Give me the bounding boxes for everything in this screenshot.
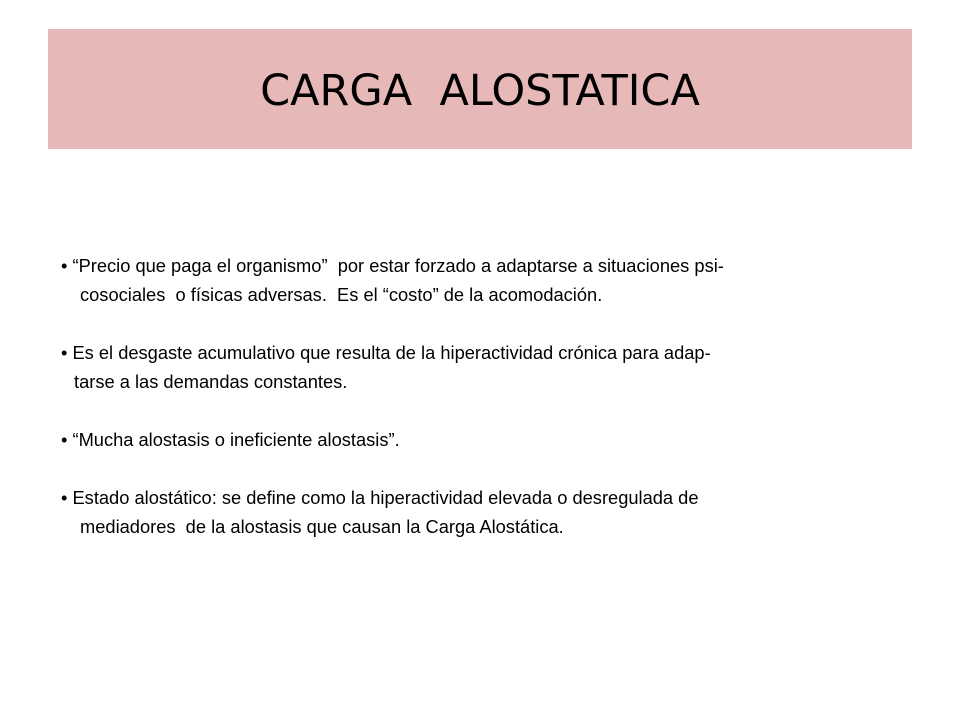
bullet-item-2: [61, 338, 921, 396]
slide-title: CARGA ALOSTATICA: [260, 66, 700, 116]
bullet-item-1: [61, 251, 921, 309]
bullet-1-line-1: • “Precio que paga el organismo” por estar forzado a adaptarse a situaciones psi-: [61, 255, 724, 276]
bullet-4-line-1: • Estado alostático: se define como la hiperactividad elevada o desregulada de: [61, 487, 699, 508]
bullet-2-line-1: • Es el desgaste acumulativo que resulta de la hiperactividad crónica para adap-: [61, 342, 711, 363]
bullet-2-line-2: tarse a las demandas constantes.: [74, 371, 348, 392]
bullet-item-3: [61, 425, 921, 454]
bullet-list: [61, 251, 921, 570]
bullet-1-line-2: cosociales o físicas adversas. Es el “costo” de la acomodación.: [80, 284, 603, 305]
bullet-3-line-1: • “Mucha alostasis o ineficiente alostasis”.: [61, 429, 400, 450]
title-band: [48, 29, 912, 149]
bullet-item-4: [61, 483, 921, 541]
bullet-4-line-2: mediadores de la alostasis que causan la Carga Alostática.: [80, 516, 564, 537]
